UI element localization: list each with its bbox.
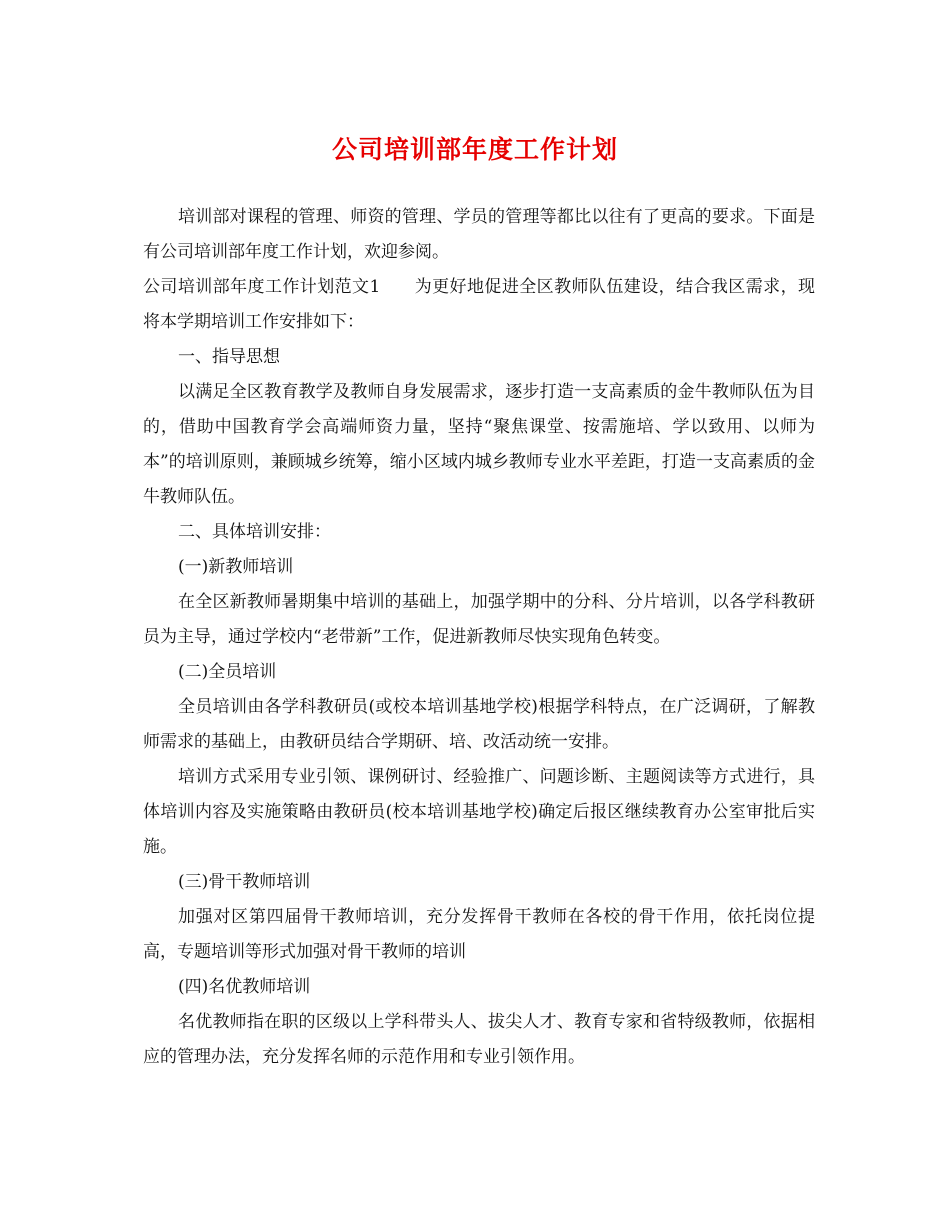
document-body xyxy=(143,200,815,1075)
all-staff-paragraph-1: 全员培训由各学科教研员(或校本培训基地学校)根据学科特点，在广泛调研，了解教师需求的基础上，由教研员结合学期研、培、改活动统一安排。 xyxy=(143,697,815,752)
subsection-heading-new-teacher: (一)新教师培训 xyxy=(178,557,294,577)
subsection-heading-all-staff: (二)全员培训 xyxy=(178,662,277,682)
all-staff-paragraph-2: 培训方式采用专业引领、课例研讨、经验推广、问题诊断、主题阅读等方式进行，具体培训内容及实施策略由教研员(校本培训基地学校)确定后报区继续教育办公室审批后实施。 xyxy=(143,767,815,857)
section-heading-guiding-thought: 一、指导思想 xyxy=(178,347,280,367)
excellent-teacher-paragraph: 名优教师指在职的区级以上学科带头人、拔尖人才、教育专家和省特级教师，依据相应的管理办法，充分发挥名师的示范作用和专业引领作用。 xyxy=(143,1012,815,1067)
plan-label: 公司培训部年度工作计划范文1 xyxy=(143,277,381,297)
plan-intro-text: 为更好地促进全区教师队伍建设，结合我区需求，现将本学期培训工作安排如下： xyxy=(143,277,815,332)
section-heading-training-arrangement: 二、具体培训安排： xyxy=(178,522,331,542)
document-title: 公司培训部年度工作计划 xyxy=(331,135,618,164)
guiding-thought-paragraph: 以满足全区教育教学及教师自身发展需求，逐步打造一支高素质的金牛教师队伍为目的，借助中国教育学会高端师资力量，坚持“聚焦课堂、按需施培、学以致用、以师为本”的培训原则，兼顾城乡统筹，缩小区域内城乡教师专业水平差距，打造一支高素质的金牛教师队伍。 xyxy=(143,382,815,507)
plan-paragraph xyxy=(143,270,815,340)
new-teacher-paragraph: 在全区新教师暑期集中培训的基础上，加强学期中的分科、分片培训，以各学科教研员为主导，通过学校内“老带新”工作，促进新教师尽快实现角色转变。 xyxy=(143,592,815,647)
backbone-teacher-paragraph: 加强对区第四届骨干教师培训，充分发挥骨干教师在各校的骨干作用，依托岗位提高，专题培训等形式加强对骨干教师的培训 xyxy=(143,907,815,962)
subsection-heading-excellent-teacher: (四)名优教师培训 xyxy=(178,977,311,997)
intro-paragraph: 培训部对课程的管理、师资的管理、学员的管理等都比以往有了更高的要求。下面是有公司培训部年度工作计划，欢迎参阅。 xyxy=(143,207,815,262)
subsection-heading-backbone-teacher: (三)骨干教师培训 xyxy=(178,872,311,892)
